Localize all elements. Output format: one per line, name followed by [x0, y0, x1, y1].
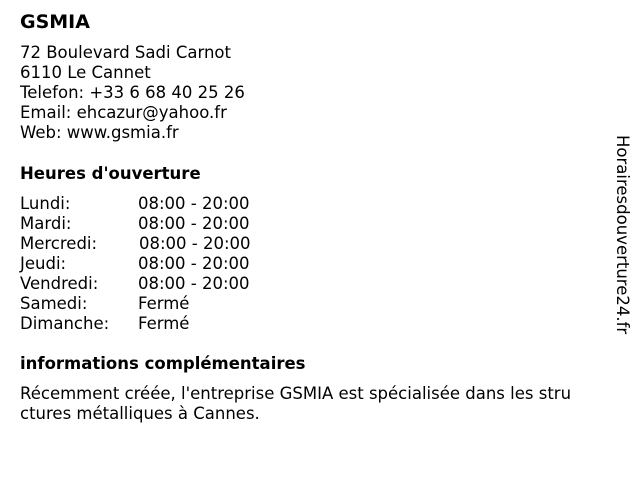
hours-value: 08:00 - 20:00 [138, 214, 250, 233]
day-label: Jeudi: [20, 254, 67, 273]
day-label: Vendredi: [20, 274, 99, 293]
hours-value: 08:00 - 20:00 [138, 274, 250, 293]
phone-line: Telefon: +33 6 68 40 25 26 [20, 83, 245, 102]
contact-block [20, 43, 245, 143]
additional-info-text [20, 384, 600, 424]
web-line: Web: www.gsmia.fr [20, 123, 179, 142]
hours-value: 08:00 - 20:00 [138, 254, 250, 273]
day-label: Samedi: [20, 294, 88, 313]
additional-info-heading: informations complémentaires [20, 354, 306, 373]
hours-value: Fermé [138, 294, 190, 313]
hours-value: 08:00 - 20:00 [138, 194, 250, 213]
info-text-line: Récemment créée, l'entreprise GSMIA est spécialisée dans les stru [20, 384, 572, 403]
day-label: Mercredi: [20, 234, 98, 253]
day-label: Dimanche: [20, 314, 110, 333]
address-line: 72 Boulevard Sadi Carnot [20, 43, 231, 62]
hours-value: Fermé [138, 314, 190, 333]
day-label: Mardi: [20, 214, 72, 233]
hours-value: 08:00 - 20:00 [139, 234, 251, 253]
day-label: Lundi: [20, 194, 71, 213]
opening-hours-heading: Heures d'ouverture [20, 164, 201, 183]
email-line: Email: ehcazur@yahoo.fr [20, 103, 227, 122]
business-name: GSMIA [20, 11, 90, 33]
city-line: 6110 Le Cannet [20, 63, 151, 82]
info-text-line: ctures métalliques à Cannes. [20, 404, 260, 423]
site-watermark: Horairesdouverture24.fr [613, 135, 632, 335]
